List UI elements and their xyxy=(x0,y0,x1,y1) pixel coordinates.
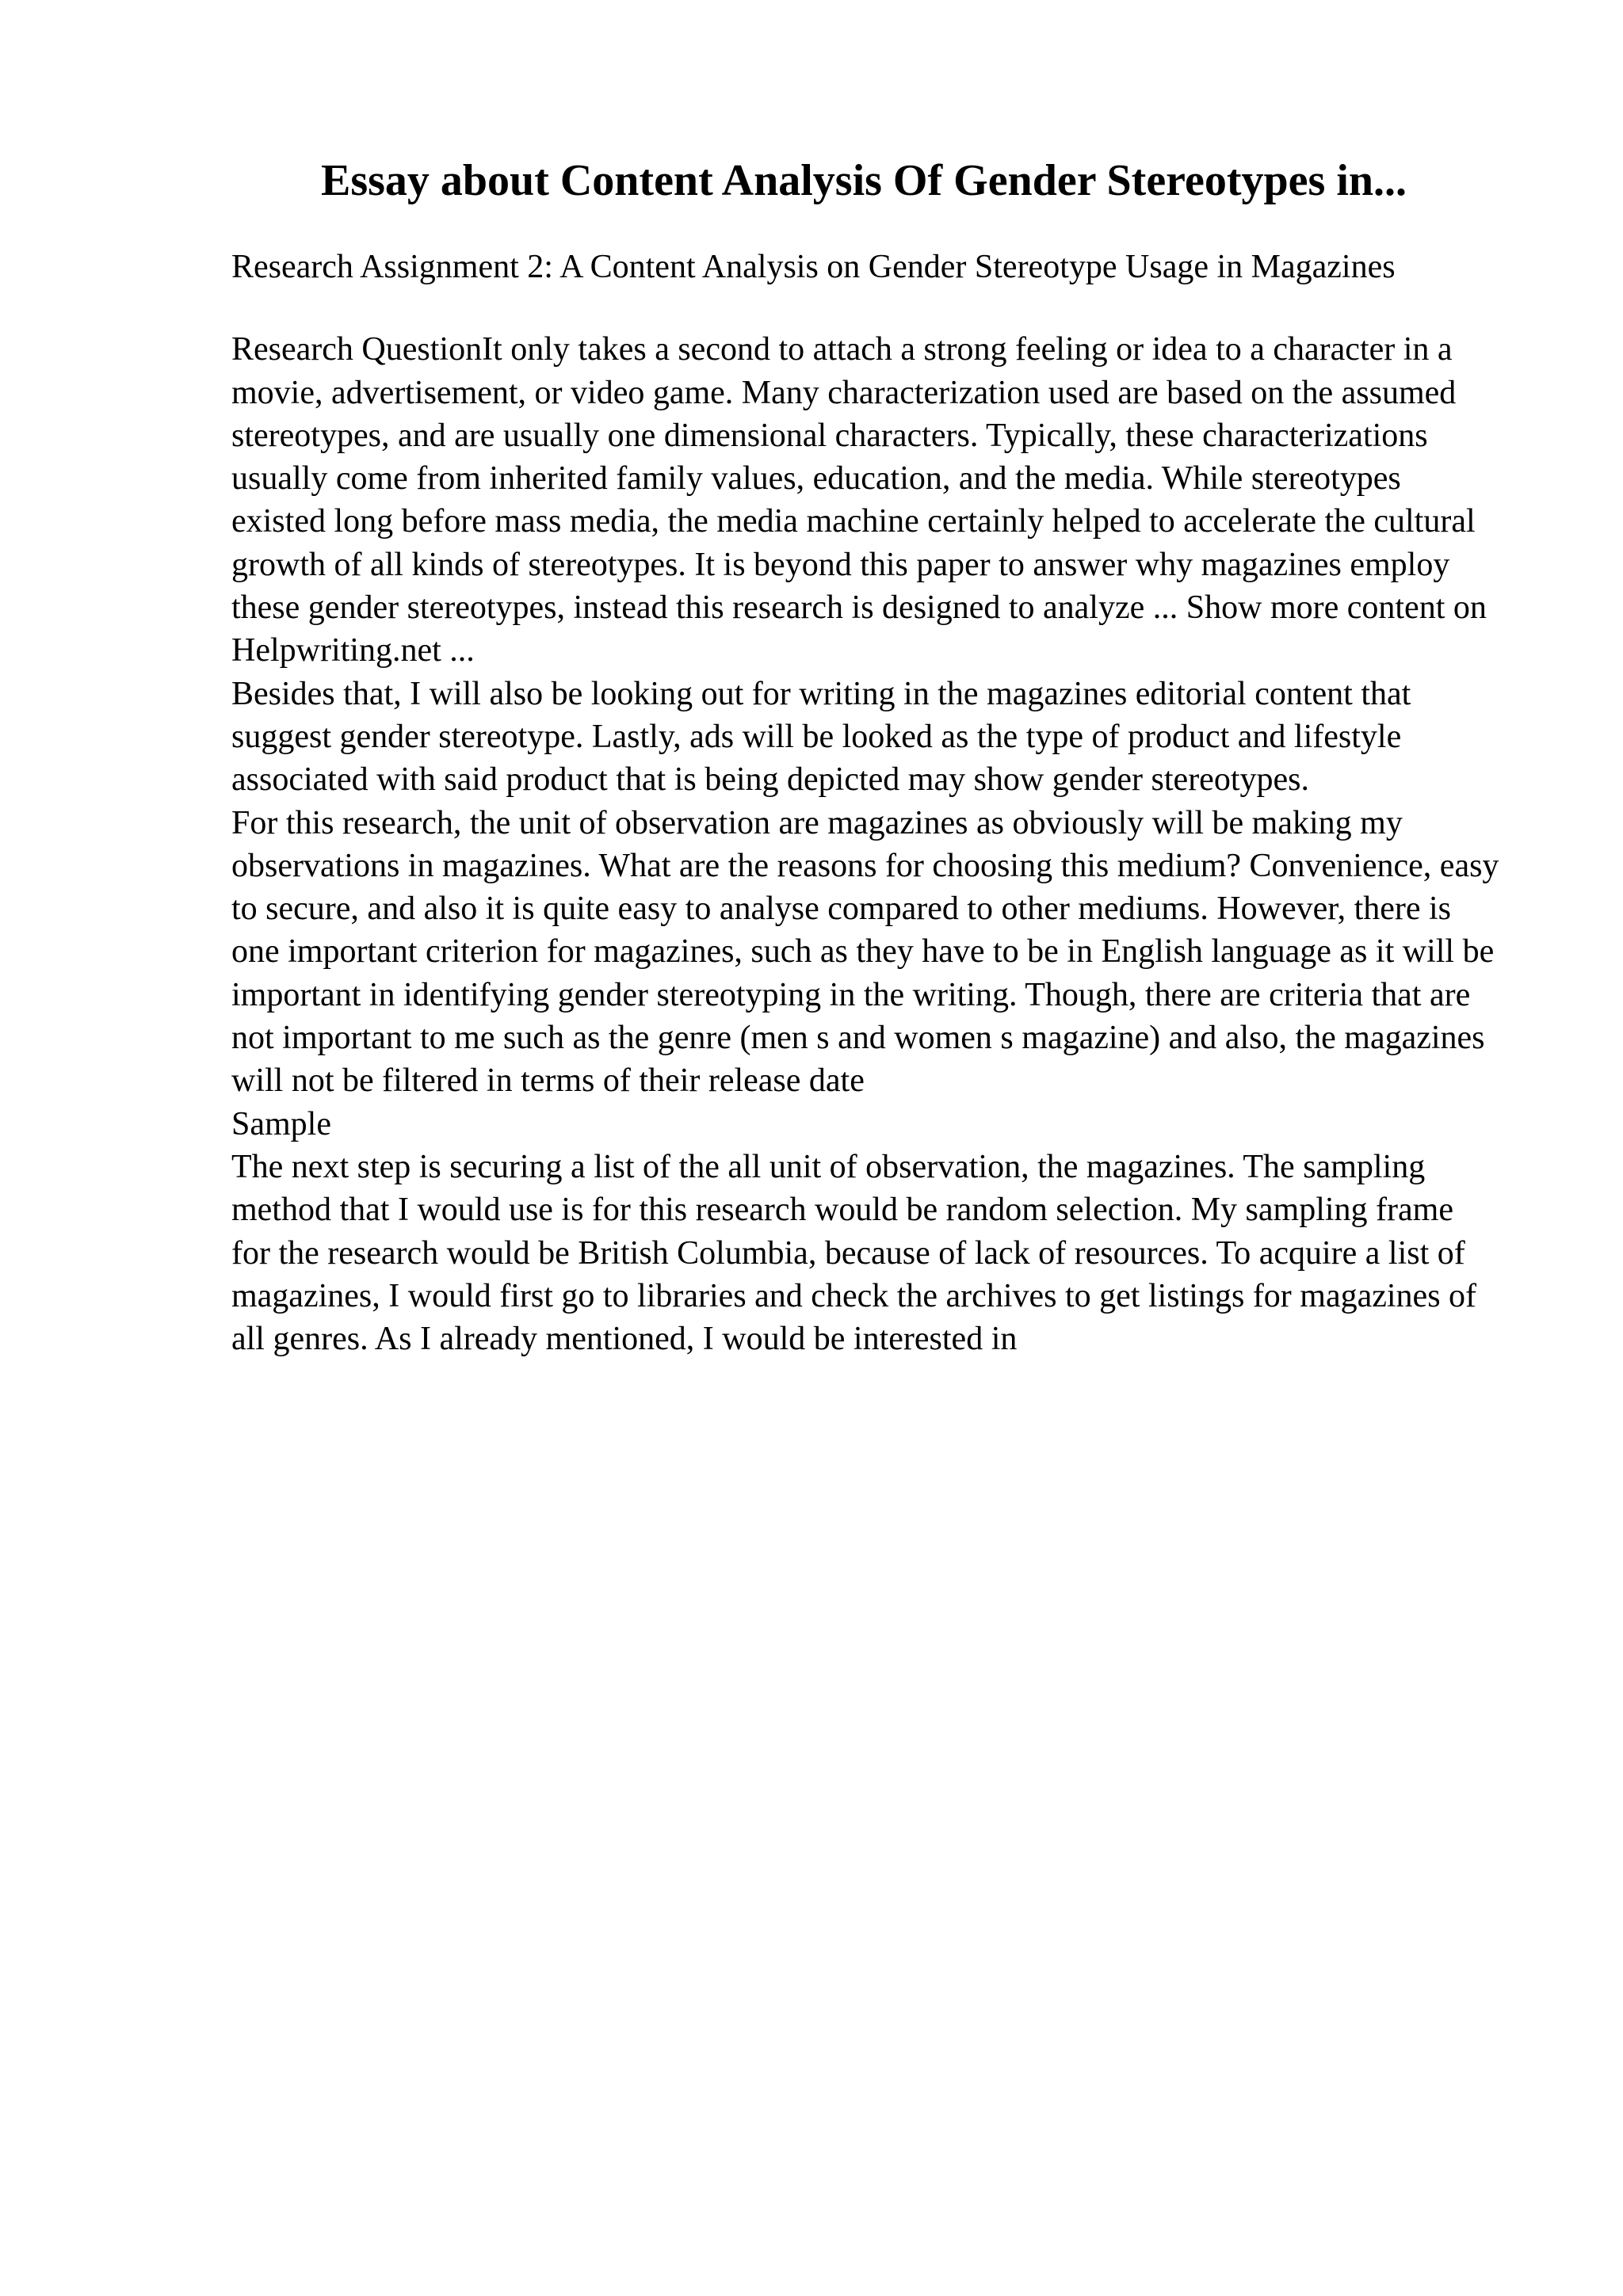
document-body xyxy=(231,246,1499,1360)
paragraph-unit-of-observation: For this research, the unit of observation are magazines as obviously will be making my observations in magazines. What are the reasons for choosing this medium? Convenience, easy to secure, and also it is quite easy to analyse compared to other mediums. However, there is one important criterion for magazines, such as they have to be in English language as it will be important in identifying gender stereotyping in the writing. Though, there are criteria that are not important to me such as the genre (men s and women s magazine) and also, the magazines will not be filtered in terms of their release date xyxy=(231,804,1499,1100)
paragraph-editorial-content: Besides that, I will also be looking out for writing in the magazines editorial content that suggest gender stereotype. Lastly, ads will be looked as the type of product and lifestyle associated with said product that is being depicted may show gender stereotypes. xyxy=(231,675,1411,799)
paragraph-sampling-method: The next step is securing a list of the all unit of observation, the magazines. The sampling method that I would use is for this research would be random selection. My sampling frame for the research would be British Columbia, because of lack of resources. To acquire a list of magazines, I would first go to libraries and check the archives to get listings for magazines of all genres. As I already mentioned, I would be interested in xyxy=(231,1148,1477,1358)
paragraph-research-question: Research QuestionIt only takes a second to attach a strong feeling or idea to a character in a movie, advertisement, or video game. Many characterization used are based on the assumed stereotypes, and are usually one dimensional characters. Typically, these characterizations usually come from inherited family values, education, and the media. While stereotypes existed long before mass media, the media machine certainly helped to accelerate the cultural growth of all kinds of stereotypes. It is beyond this paper to answer why magazines employ these gender stereotypes, instead this research is designed to analyze ... Show more content on Helpwriting.net ... xyxy=(231,331,1487,669)
document-title: Essay about Content Analysis Of Gender Stereotypes in... xyxy=(320,156,1407,205)
section-heading-sample: Sample xyxy=(231,1105,331,1142)
document-subtitle: Research Assignment 2: A Content Analysis on Gender Stereotype Usage in Magazines xyxy=(231,249,1396,285)
